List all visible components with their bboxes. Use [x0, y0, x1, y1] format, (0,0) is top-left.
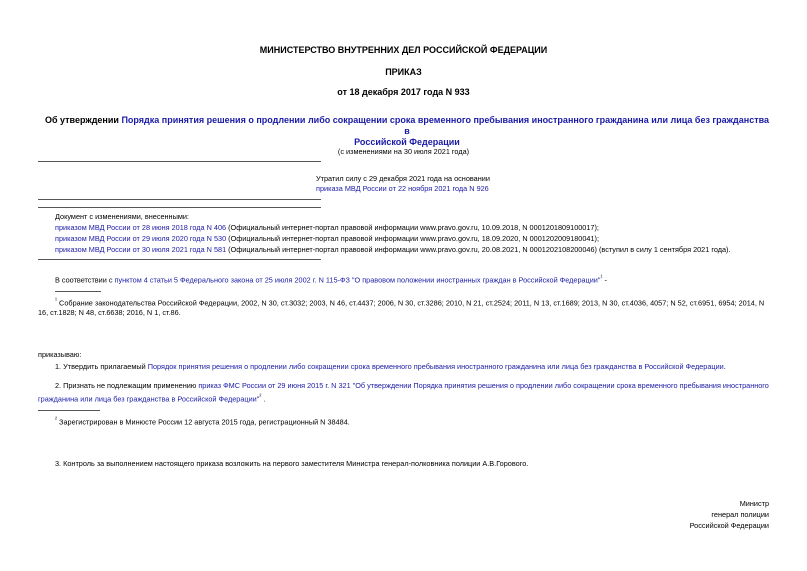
amendment-item: приказом МВД России от 28 июня 2018 года N 406 (Официальный интернет-портал правовой информации www.pravo.gov.ru, 10.09.2018, N 0001201809100017);	[55, 223, 599, 232]
prikazyvayu: приказываю:	[38, 350, 82, 359]
changes-note: (с изменениями на 30 июля 2021 года)	[337, 147, 470, 156]
separator-line	[38, 161, 321, 162]
amendment-link[interactable]: приказом МВД России от 28 июня 2018 года N 406	[55, 223, 227, 232]
footnote-ref: ¹	[600, 274, 603, 281]
title-prefix: Об утверждении	[44, 115, 122, 125]
footnote-1-continuation: 16, ст.1828; N 48, ст.6638; 2016, N 1, ст.86.	[38, 308, 181, 317]
paragraph-3: 3. Контроль за выполнением настоящего приказа возложить на первого заместителя Министра генерал-полковника полиции А.В.Горового.	[55, 459, 529, 468]
amendment-item: приказом МВД России от 29 июля 2020 года N 530 (Официальный интернет-портал правовой информации www.pravo.gov.ru, 18.09.2020, N 0001202009180041);	[55, 234, 599, 243]
preamble: В соответствии с пунктом 4 статьи 5 Федерального закона от 25 июля 2002 г. N 115-ФЗ "О правовом положении иностранных граждан в Российской Федерации"$^{^1}$ -	[55, 274, 607, 285]
fms-order-link[interactable]: гражданина или лица без гражданства в Российской Федерации"	[38, 394, 260, 404]
doc-type-heading: ПРИКАЗ	[385, 67, 422, 77]
procedure-link[interactable]: Порядок принятия решения о продлении либо сокращении срока временного пребывания иностранного гражданина или лица без гражданства в Российской Федерации	[147, 362, 724, 371]
footnote-1: $^{^1}$ Собрание законодательства Российской Федерации, 2002, N 30, ст.3032; 2003, N 46, ст.4437; 2006, N 30, ст.3286; 2010, N 21, ст.2524; 2011, N 13, ст.1689; 2013, N 30, ст.4036, 4057; N 52, ст.6951, 6954; 2014, N	[55, 297, 765, 308]
amendment-item: приказом МВД России от 30 июля 2021 года N 581 (Официальный интернет-портал правовой информации www.pravo.gov.ru, 20.08.2021, N 0001202108200046) (вступил в силу 1 сентября 2021 года).	[55, 245, 731, 254]
fms-order-link[interactable]: приказ ФМС России от 29 июня 2015 г. N 321 "Об утверждении Порядка принятия решения о продлении либо сокращении срока временного пребывания иностранного	[198, 381, 769, 390]
separator-line	[38, 259, 321, 260]
ministry-heading: МИНИСТЕРСТВО ВНУТРЕННИХ ДЕЛ РОССИЙСКОЙ ФЕДЕРАЦИИ	[259, 45, 548, 55]
date-number-heading: от 18 декабря 2017 года N 933	[337, 87, 470, 97]
amendment-link[interactable]: приказом МВД России от 29 июля 2020 года N 530	[55, 234, 227, 243]
paragraph-1: 1. Утвердить прилагаемый Порядок принятия решения о продлении либо сокращении срока временного пребывания иностранного гражданина или лица без гражданства в Российской Федерации.	[55, 362, 726, 371]
footnote-2: $^{^2}$ Зарегистрирован в Минюсте России 12 августа 2015 года, регистрационный N 38484.	[55, 416, 350, 427]
document-title	[42, 115, 772, 148]
separator-line	[38, 207, 321, 208]
paragraph-2: 2. Признать не подлежащим применению приказ ФМС России от 29 июня 2015 г. N 321 "Об утверждении Порядка принятия решения о продлении либо сокращении срока временного пребывания иностранного	[55, 381, 769, 390]
signature-line-1: Министр	[739, 499, 769, 508]
validity-link[interactable]: приказа МВД России от 22 ноября 2021 года N 926	[316, 184, 489, 193]
amendment-link[interactable]: приказом МВД России от 30 июля 2021 года N 581	[55, 245, 227, 254]
signature-block	[690, 498, 769, 531]
footnote-separator	[55, 291, 101, 292]
footnote-separator	[38, 410, 100, 411]
title-link[interactable]: Порядка принятия решения о продлении либо сокращении срока временного пребывания иностранного гражданина или лица без гражданства в Российской Федерации	[121, 115, 770, 147]
separator-line	[38, 199, 321, 200]
federal-law-link[interactable]: пунктом 4 статьи 5 Федерального закона от 25 июля 2002 г. N 115-ФЗ "О правовом положении иностранных граждан в Российской Федерации"	[114, 275, 601, 285]
amendments-intro: Документ с изменениями, внесенными:	[55, 212, 189, 221]
validity-text: Утратил силу с 29 декабря 2021 года на основании	[316, 174, 490, 183]
footnote-ref: ²	[259, 393, 262, 400]
signature-line-2: генерал полиции	[711, 510, 769, 519]
paragraph-2-continuation: гражданина или лица без гражданства в Российской Федерации"$^{^2}$ .	[38, 393, 266, 404]
signature-line-3: Российской Федерации	[689, 521, 769, 530]
